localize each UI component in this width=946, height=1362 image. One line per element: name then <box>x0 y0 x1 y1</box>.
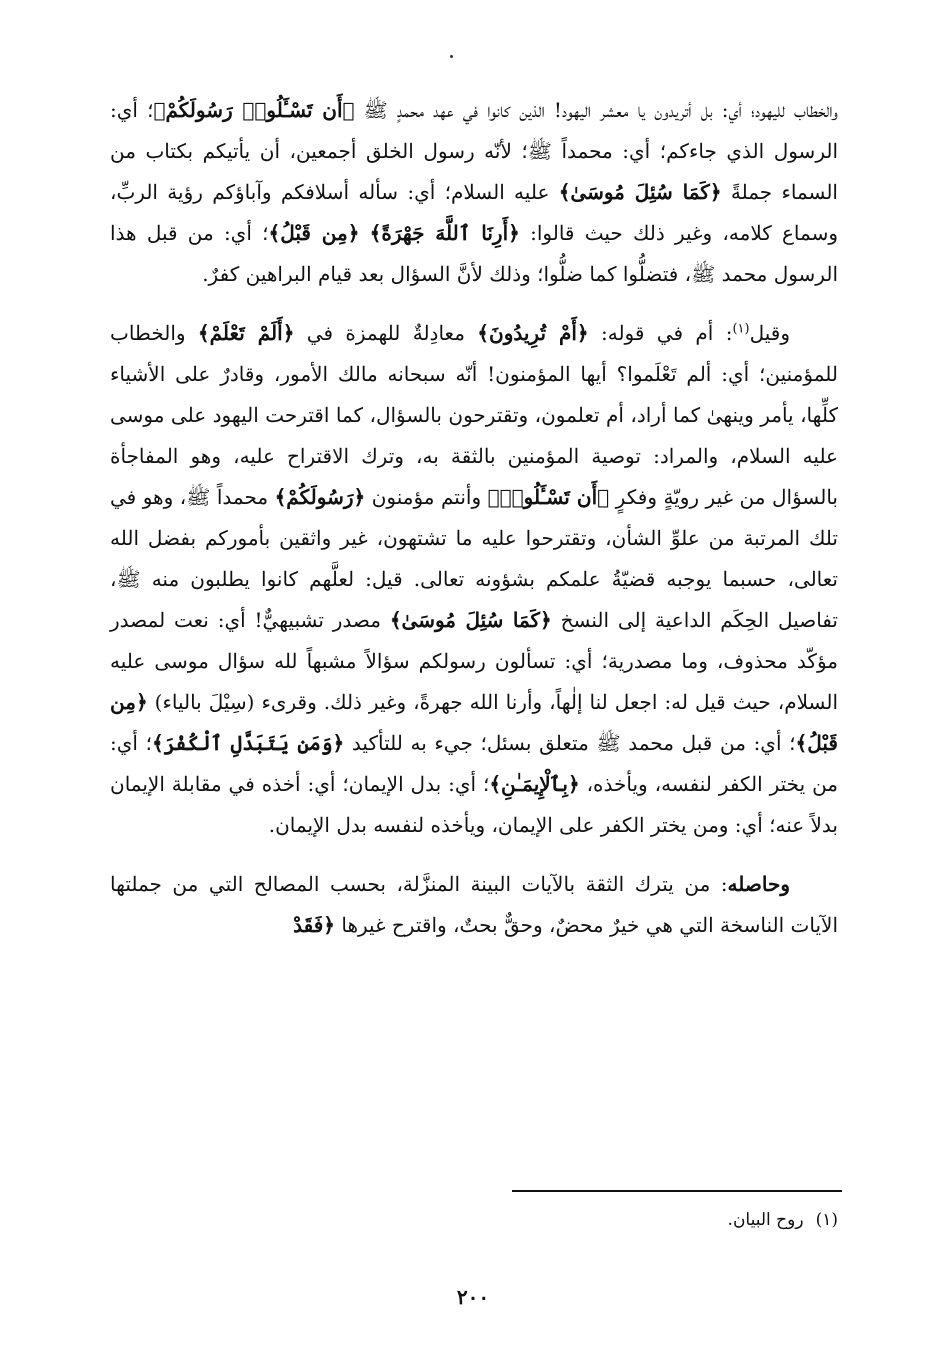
text-run: محمداً ﷺ، وهو في تلك المرتبة من علوِّ الشأن، وتقترحوا عليه ما تشتهون، غير واثقين بأموركم بفضل الله تعالى، حسبما يوجبه قضيّةُ علمكم بشؤونه تعالى. قيل: لعلَّهم كانوا يطلبون منه ﷺ، تفاصيل الحِكَم الداعية إلى النسخ <box>110 485 838 632</box>
footnote-text: روح البيان. <box>727 1210 804 1230</box>
quran-quote: ﴿رَسُولَكُمْ﴾ <box>274 485 366 509</box>
lead-word: وحاصله <box>727 872 790 896</box>
quran-quote: ﴿بِٱلْإِيمَـٰنِ﴾ <box>489 772 580 796</box>
text-run: : أم في قوله: <box>588 321 733 345</box>
text-run: ؛ أي: بدل الإيمان؛ أي: أخذه في مقابلة الإيمان بدلاً عنه؛ أي: ومن يختر الكفر على الإيمان، ويأخذه لنفسه بدل الإيمان. <box>110 772 838 837</box>
text-run: والخطاب لليهود؛ أي: بل أتريدون يا معشر اليهود! الذين كانوا في عهد محمدٍ ﷺ <box>354 98 838 122</box>
quran-quote: ﴿أَرِنَا ٱللَّهَ جَهْرَةً﴾ <box>369 221 520 245</box>
quran-quote: ﴿كَمَا سُئِلَ مُوسَىٰ﴾ <box>389 608 552 632</box>
quran-quote: ﴿فَقَدْ <box>293 913 336 937</box>
quran-quote: ﴿أَن تَسْـَٔلُوا۟﴾ <box>487 485 610 509</box>
text-run: ؛ أي: من قبل هذا الرسول محمد ﷺ، فتضلُّوا كما ضلُّوا؛ وذلك لأنَّ السؤال بعد قيام البراهين كفرٌ. <box>110 221 838 286</box>
footnote-reference: (١) <box>732 321 750 337</box>
footnote-divider <box>512 1190 842 1192</box>
text-run: وقيل <box>749 321 790 345</box>
paragraph-3 <box>110 864 838 946</box>
text-run: ؛ أي: من قبل محمد ﷺ متعلق بسئل؛ جيء به للتأكيد <box>344 731 796 755</box>
quran-quote: ﴿أَلَمْ تَعْلَمْ﴾ <box>197 321 295 345</box>
quran-quote: ﴿أَمْ تُرِيدُونَ﴾ <box>477 321 589 345</box>
text-run: والخطاب للمؤمنين؛ أي: ألم تَعْلَموا؟ أيها المؤمنون! أنّه سبحانه مالك الأمور، وقادرٌ على الأشياء كلِّها، يأمر وينهىٰ كما أراد، أم تعلمون، وتقترحون بالسؤال، كما اقترحت اليهود على موسى عليه السلام، والمراد: توصية المؤمنين بالثقة به، وترك الاقتراح عليه، وهو المفاجأة بالسؤال من غير رويّةٍ وفكرٍ <box>110 321 838 509</box>
text-run: عليه السلام؛ أي: سأله أسلافكم وآباؤكم رؤية الربِّ، وسماع كلامه، وغير ذلك حيث قالوا: <box>110 180 838 245</box>
top-dot <box>450 55 453 58</box>
text-run: وأنتم مؤمنون <box>365 485 488 509</box>
paragraph-2 <box>110 313 838 846</box>
page-number: ٢٠٠ <box>456 1285 490 1309</box>
quran-quote: ﴿وَمَن يَتَبَدَّلِ ٱلْكُفْرَ﴾ <box>151 731 345 755</box>
quran-quote: ﴿أَن تَسْـَٔلُوا۟ رَسُولَكُمْ﴾ <box>153 98 355 122</box>
text-run: : من يترك الثقة بالآيات البينة المنزَّلة، بحسب المصالح التي من جملتها الآيات الناسخة التي هي خيرٌ محضٌ، وحقٌّ بحتٌ، واقترح غيرها <box>110 872 838 937</box>
quran-quote: ﴿مِن قَبْلُ﴾ <box>110 690 838 755</box>
paragraph-1 <box>110 90 838 295</box>
text-run <box>359 221 369 245</box>
footnote <box>512 1206 838 1234</box>
main-text <box>110 90 838 946</box>
quran-quote: ﴿مِن قَبْلُ﴾ <box>268 221 360 245</box>
text-run: ؛ أي: الرسول الذي جاءكم؛ أي: محمداً ﷺ؛ لأنّه رسول الخلق أجمعين، أن يأتيكم بكتاب من السماء جملةً <box>110 98 838 204</box>
text-run: مصدر تشبيهيٌّ! أي: نعت لمصدر مؤكّد محذوف، وما مصدرية؛ أي: تسألون رسولكم سؤالاً مشبهاً لله سؤال موسى عليه السلام، حيث قيل له: اجعل لنا إلٰهاً، وأرنا الله جهرةً، وغير ذلك. وقرىء (سِيْلَ بالياء) <box>110 608 838 714</box>
text-run: ؛ أي: من يختر الكفر لنفسه، ويأخذه، <box>110 731 839 796</box>
text-run: معادِلةٌ للهمزة في <box>294 321 478 345</box>
footnote-number: (١) <box>815 1210 838 1230</box>
quran-quote: ﴿كَمَا سُئِلَ مُوسَىٰ﴾ <box>558 180 722 204</box>
